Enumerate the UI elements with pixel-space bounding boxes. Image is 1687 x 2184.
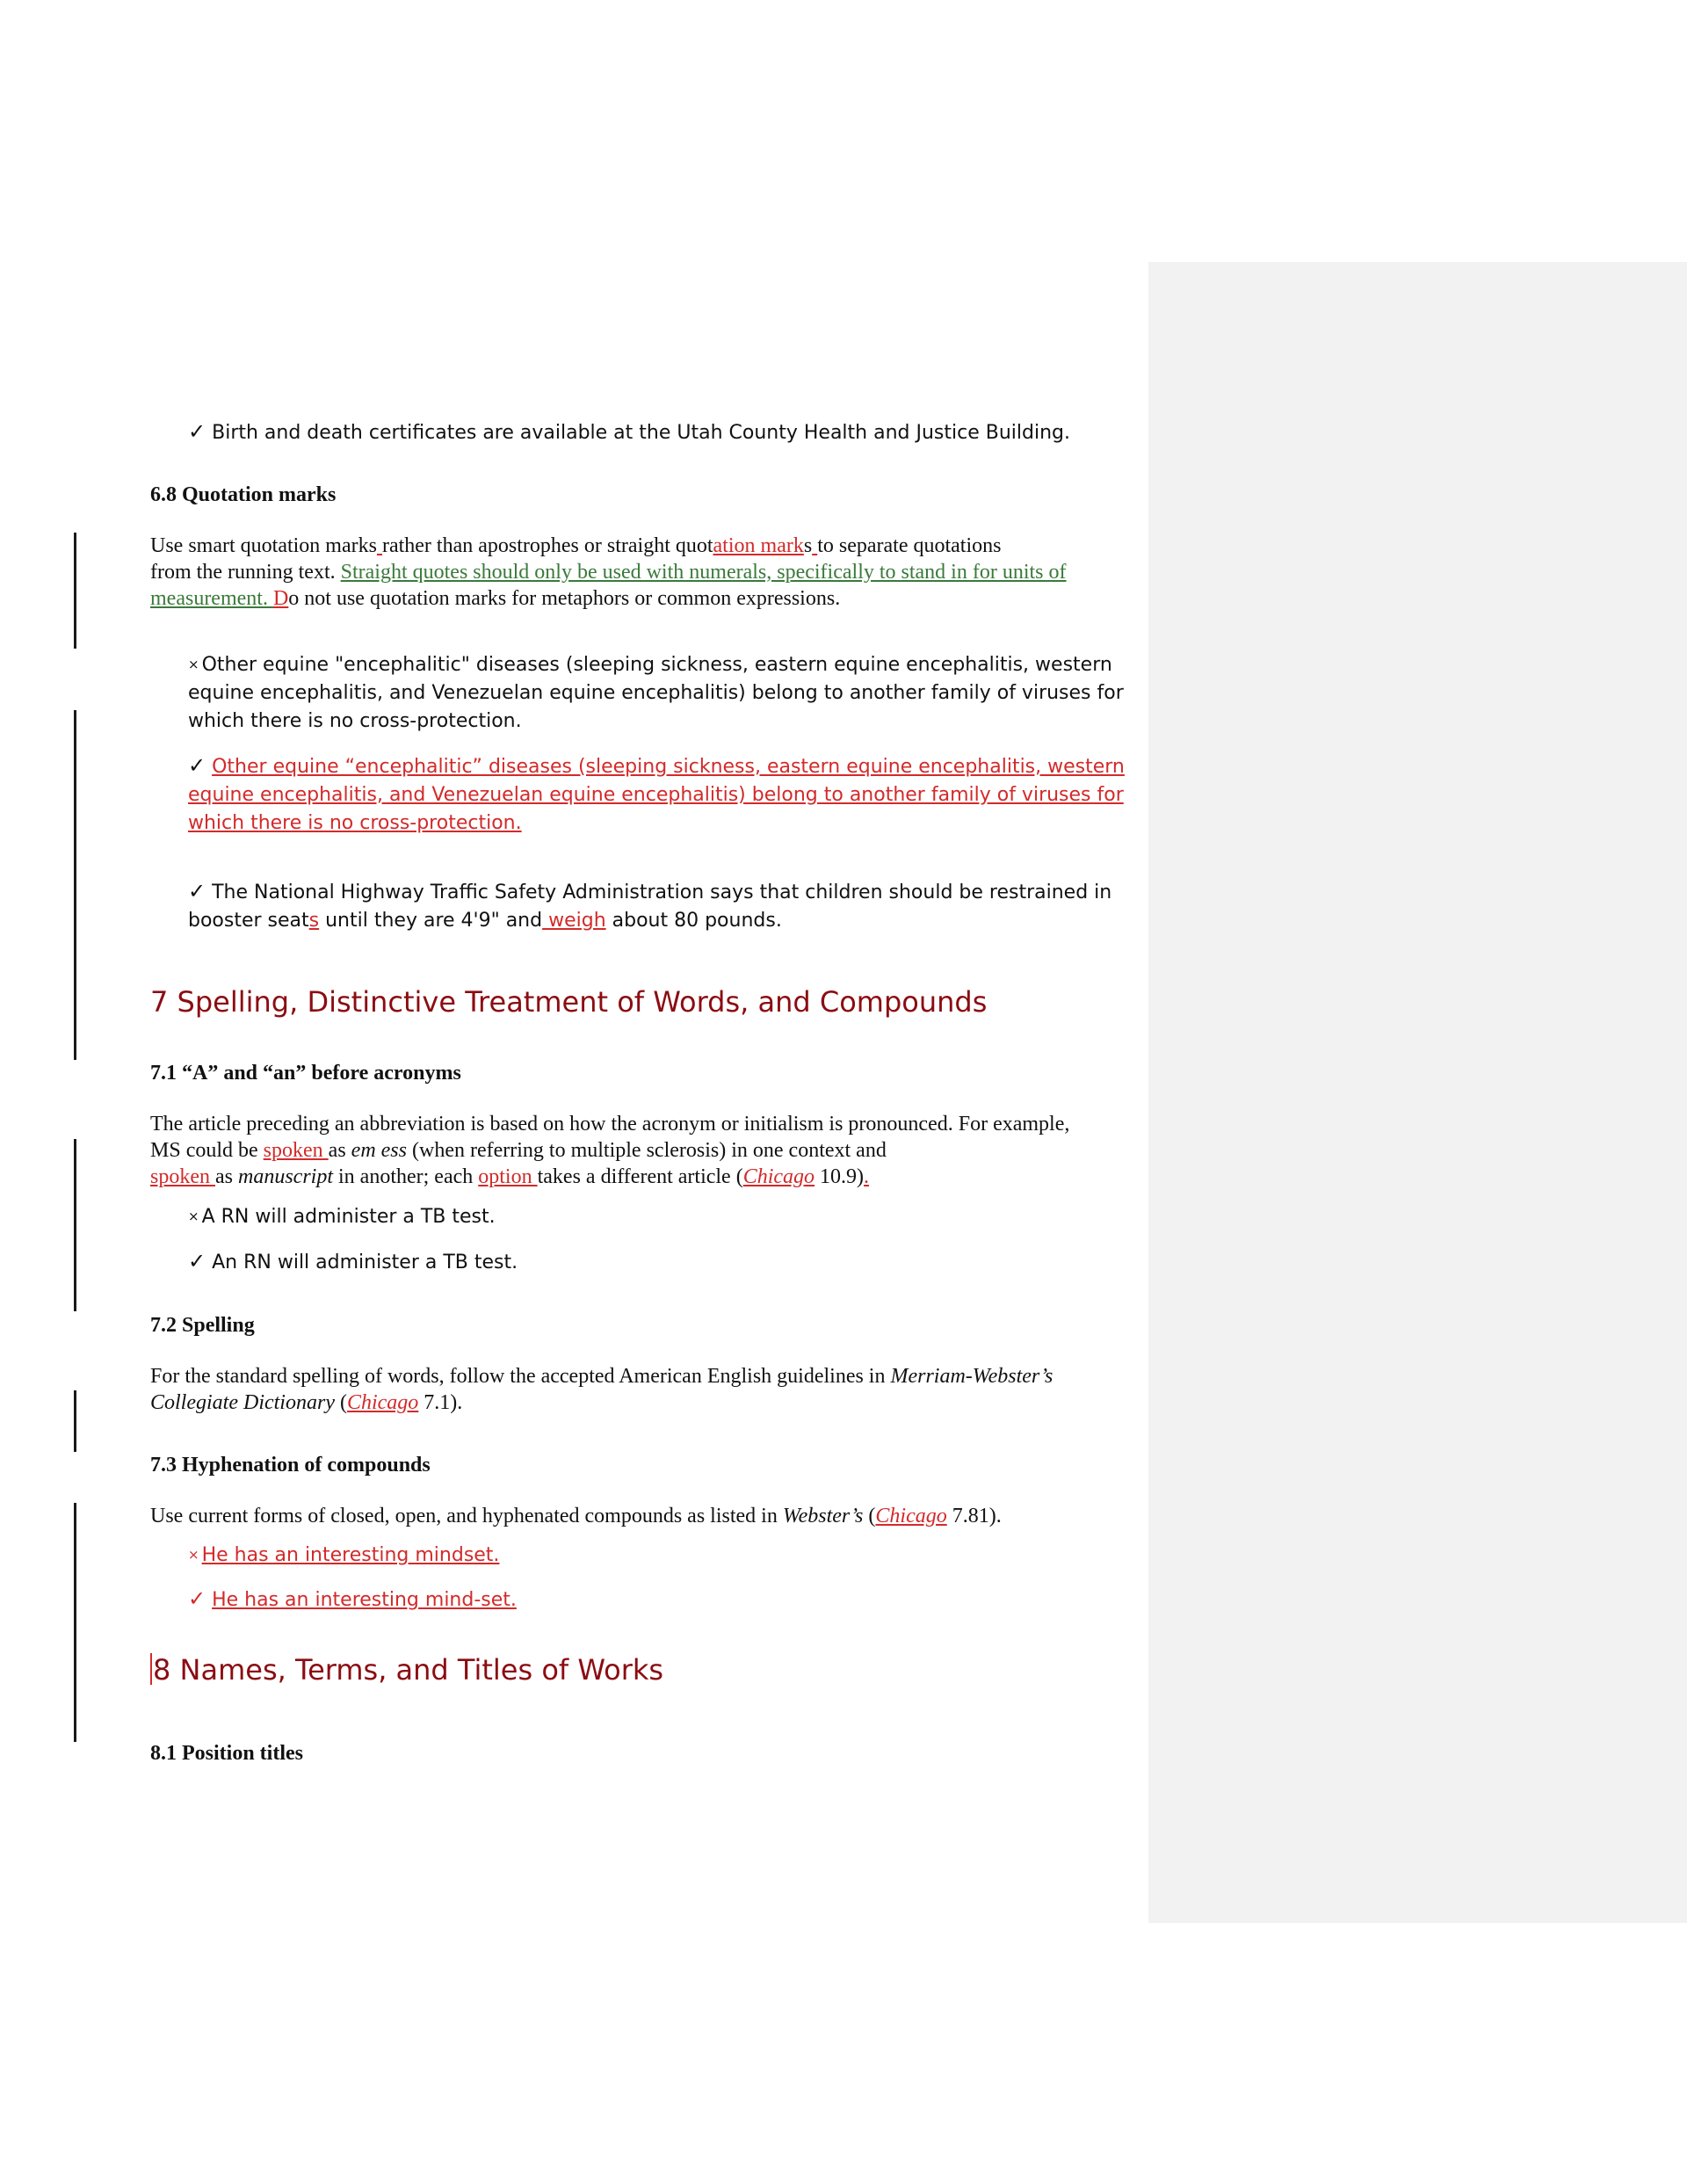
checkmark-icon: ✓ — [188, 1586, 206, 1611]
example-correct: ✓ Other equine “encephalitic” diseases (sleeping sickness, eastern equine encephalitis, western equine encephalitis, and Venezuelan equine encephalitis) belong to another family of viruses for which there is no cross-protection. — [188, 753, 1125, 834]
example-text: Birth and death certificates are available at the Utah County Health and Justice Building. — [212, 422, 1070, 444]
example-incorrect: × A RN will administer a TB test. — [188, 1206, 496, 1228]
checkmark-icon: ✓ — [188, 419, 206, 444]
paragraph-6-8 — [150, 533, 1134, 612]
example-correct: ✓ An RN will administer a TB test. — [188, 1249, 518, 1273]
example-incorrect: × He has an interesting mindset. — [188, 1544, 500, 1566]
section-heading-6-8: 6.8 Quotation marks — [150, 483, 337, 506]
example-correct — [188, 417, 1128, 447]
comment-pane — [1148, 262, 1687, 1923]
checkmark-icon: ✓ — [188, 753, 206, 778]
tracked-insertion: Straight quotes should only be used with numerals, specifically to stand in for units of — [340, 561, 1067, 584]
paragraph-7-1: The article preceding an abbreviation is based on how the acronym or initialism is pronounced. For example, MS could be spoken as em ess (when referring to multiple sclerosis) in one context and spoken as manuscript in another; each option takes a different article (Chicago 10.9). — [150, 1113, 1070, 1188]
example-incorrect: × Other equine "encephalitic" diseases (sleeping sickness, eastern equine encephalitis, western equine encephalitis, and Venezuelan equine encephalitis) belong to another family of viruses for which there is no cross-protection. — [188, 654, 1124, 732]
change-bar — [74, 1503, 76, 1742]
chapter-heading-8: 8 Names, Terms, and Titles of Works — [150, 1652, 663, 1687]
checkmark-icon: ✓ — [188, 879, 206, 903]
chicago-reference: Chicago — [346, 1391, 419, 1414]
paragraph-7-2: For the standard spelling of words, follow the accepted American English guidelines in Merriam-Webster’s Collegiate Dictionary (Chicago 7.1). — [150, 1365, 1053, 1414]
x-mark-icon: × — [188, 1547, 199, 1563]
section-heading-7-1: 7.1 “A” and “an” before acronyms — [150, 1062, 461, 1085]
x-mark-icon: × — [188, 657, 199, 672]
example-correct: ✓ The National Highway Traffic Safety Administration says that children should be restrained in booster seats until they are 4'9" and weigh about 80 pounds. — [188, 879, 1112, 932]
paragraph-line: Use smart quotation marks rather than apostrophes or straight quotation marks to separate quotations — [150, 534, 1002, 557]
paragraph-line: from the running text. Straight quotes should only be used with numerals, specifically to stand in for units of — [150, 561, 1067, 584]
checkmark-icon: ✓ — [188, 1249, 206, 1273]
change-bar — [74, 1390, 76, 1452]
example-correct: ✓ He has an interesting mind-set. — [188, 1586, 517, 1611]
change-bar — [74, 710, 76, 1060]
chapter-heading-7: 7 Spelling, Distinctive Treatment of Words, and Compounds — [150, 985, 988, 1019]
section-heading-7-2: 7.2 Spelling — [150, 1314, 255, 1337]
paragraph-7-3: Use current forms of closed, open, and hyphenated compounds as listed in Webster’s (Chicago 7.81). — [150, 1505, 1002, 1527]
chicago-reference: Chicago — [742, 1165, 815, 1188]
section-heading-8-1: 8.1 Position titles — [150, 1742, 303, 1765]
text-cursor — [150, 1653, 152, 1685]
paragraph-line: measurement. Do not use quotation marks for metaphors or common expressions. — [150, 587, 841, 610]
section-heading-7-3: 7.3 Hyphenation of compounds — [150, 1454, 431, 1477]
chicago-reference: Chicago — [875, 1505, 947, 1527]
change-bar — [74, 1139, 76, 1311]
change-bar — [74, 533, 76, 649]
x-mark-icon: × — [188, 1208, 199, 1224]
